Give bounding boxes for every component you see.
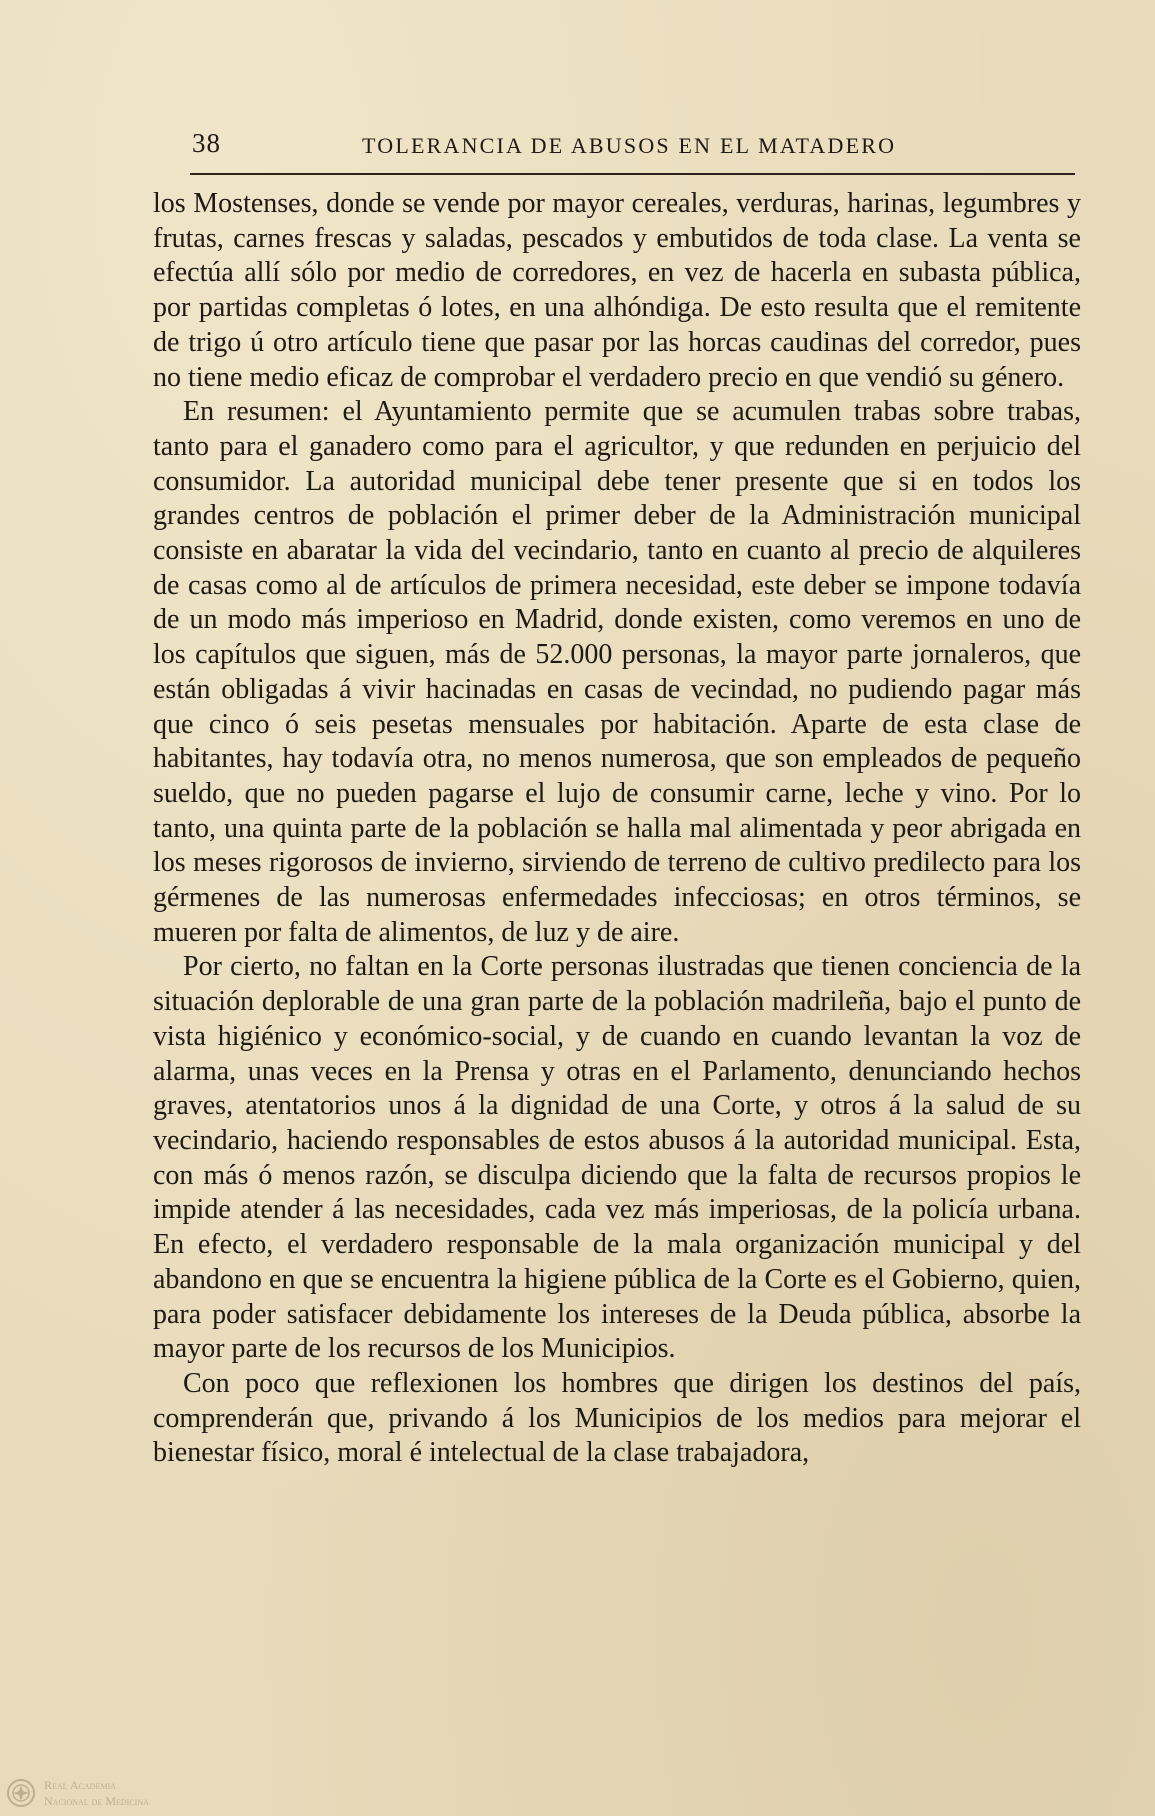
- page-header: [192, 128, 1082, 168]
- stamp-line-2: Nacional de Medicina: [44, 1794, 149, 1808]
- library-stamp: [6, 1776, 206, 1812]
- paragraph-1: los Mostenses, donde se vende por mayor cereales, verduras, harinas, legumbres y frutas, carnes frescas y saladas, pescados y embutidos de toda clase. La venta se efectúa allí sólo por medio de corredores, en vez de hacerla en subasta pública, por partidas completas ó lotes, en una alhóndiga. De esto resulta que el remitente de trigo ú otro artículo tiene que pasar por las horcas caudinas del corredor, pues no tiene medio eficaz de comprobar el verdadero precio en que vendió su género.: [153, 188, 1081, 393]
- header-rule: [190, 173, 1075, 175]
- stamp-line-1: Real Academia: [44, 1778, 116, 1792]
- running-title: TOLERANCIA DE ABUSOS EN EL MATADERO: [362, 133, 897, 158]
- paragraph-2: En resumen: el Ayuntamiento permite que se acumulen trabas sobre trabas, tanto para el ganadero como para el agricultor, y que redunden en perjuicio del consumidor. La autoridad municipal debe tener presente que si en todos los grandes centros de población el primer deber de la Administración municipal consiste en abaratar la vida del vecindario, tanto en cuanto al precio de alquileres de casas como al de artículos de primera necesidad, este deber se impone todavía de un modo más imperioso en Madrid, donde existen, como veremos en uno de los capítulos que siguen, más de 52.000 personas, la mayor parte jornaleros, que están obligadas á vivir hacinadas en casas de vecindad, no pudiendo pagar más que cinco ó seis pesetas mensuales por habitación. Aparte de esta clase de habitantes, hay todavía otra, no menos numerosa, que son empleados de pequeño sueldo, que no pueden pagarse el lujo de consumir carne, leche y vino. Por lo tanto, una quinta parte de la población se halla mal alimentada y peor abrigada en los meses rigorosos de invierno, sirviendo de terreno de cultivo predilecto para los gérmenes de las numerosas enfermedades infecciosas; en otros términos, se mueren por falta de alimentos, de luz y de aire.: [153, 396, 1081, 948]
- page-number: 38: [192, 128, 221, 158]
- paragraph-3: Por cierto, no faltan en la Corte personas ilustradas que tienen conciencia de la situación deplorable de una gran parte de la población madrileña, bajo el punto de vista higiénico y económico-social, y de cuando en cuando levantan la voz de alarma, unas veces en la Prensa y otras en el Parlamento, denunciando hechos graves, atentatorios unos á la dignidad de una Corte, y otros á la salud de su vecindario, haciendo responsables de estos abusos á la autoridad municipal. Esta, con más ó menos razón, se disculpa diciendo que la falta de recursos propios le impide atender á las necesidades, cada vez más imperiosas, de la policía urbana. En efecto, el verdadero responsable de la mala organización municipal y del abandono en que se encuentra la higiene pública de la Corte es el Gobierno, quien, para poder satisfacer debidamente los intereses de la Deuda pública, absorbe la mayor parte de los recursos de los Municipios.: [153, 951, 1081, 1365]
- paragraph-4: Con poco que reflexionen los hombres que dirigen los destinos del país, comprenderán que, privando á los Municipios de los medios para mejorar el bienestar físico, moral é intelectual de la clase trabajadora,: [153, 1367, 1081, 1469]
- body-text: [153, 187, 1081, 1471]
- seal-icon: [6, 1778, 36, 1808]
